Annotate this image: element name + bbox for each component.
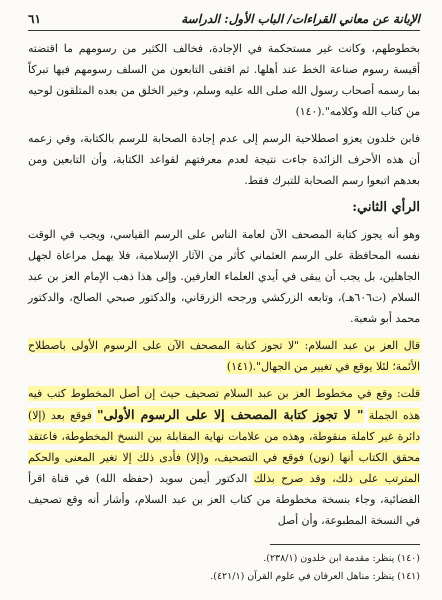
footnote-separator [270,544,420,545]
highlighted-analysis-continued: فوقع بعد (إلا) دائرة غير كاملة منقوطة، وهذه من علامات نهاية المقابلة بين النسخ المخطوطة، فاعتقد محقق الكتاب أنها (نون) فوقع في التصحيف، و(إلا) فأدى ذلك إلا تغير المعنى والحكم المترتب على ذلك، وقد صرح بذلك [28,409,420,485]
footnote-141: (١٤١) ينظر: مناهل العرفان في علوم القرآن (٤٢١/١). [210,571,420,582]
paragraph-ibn-khaldun-quote: بخطوطهم، وكانت غير مستحكمة في الإجادة، فخالف الكثير من رسومهم ما اقتضته أقيسة رسوم صناعة الخط عند أهلها. ثم اقتفى التابعون من السلف رسومهم فيها تبركاً بما رسمه أصحاب رسول الله صلى الله عليه وسلم، وخير الخلق من بعده المتلقون لوحيه من كتاب الله وكلامه".(١٤٠) [28,42,420,118]
page-body [28,38,420,537]
highlighted-emphasis: " لا تجوز كتابة المصحف إلا على الرسوم الأولى" [97,407,364,422]
analysis-continued: الدكتور أيمن سويد (حفظه الله) في قناة اقرأ الفضائية، وجاء بنسخة مخطوطة من كتاب العز بن عبد السلام، وأشار أنه وقع تصحيف في النسخة المطبوعة، وأن أصل [28,472,420,527]
footnote-140: (١٤٠) ينظر: مقدمة ابن خلدون (٢٣٨/١). [263,553,420,564]
paragraph-ibn-khaldun-commentary: فابن خلدون يعزو اصطلاحية الرسم إلى عدم إجادة الصحابة للرسم بالكتابة، وفي زعمه أن هذه الأحرف الزائدة جاءت نتيجة لعدم معرفتهم لقواعد الكتابة، وأن التابعين ومن بعدهم اتبعوا رسم الصحابة للتبرك فقط. [28,132,420,187]
paragraph-second-opinion: وهو أنه يجوز كتابة المصحف الآن لعامة الناس على الرسم القياسي، ويجب في الوقت نفسه المحافظة على الرسم العثماني كأثر من الآثار الإسلامية، فلا يهمل مراعاة لجهل الجاهلين، بل يجب أن يبقى في أيدي العلماء العارفين. وإلى هذا ذهب الإمام العز بن عبد السلام (ت٦٠٦هـ)، وتابعه الزركشي ورجحه الزرقاني، والدكتور صبحي الصالح، والدكتور محمد أبو شعبة. [28,228,420,325]
highlighted-quote: قال العز بن عبد السلام: "لا تجوز كتابة المصحف الآن على الرسوم الأولى باصطلاح الأئمة؛ لئلا يوقع في تغيير من الجهال".(١٤١) [28,339,420,373]
section-heading: الرأي الثاني: [352,200,420,215]
highlighted-analysis-start: قلت: وقع في مخطوط العز بن عبد السلام تصحيف حيث إن أصل المخطوط كتب فيه هذه الجملة [28,387,420,422]
paragraph-analysis [28,383,420,531]
page-number: ٦١ [28,12,41,26]
header-title: الإبانة عن معاني القراءات/ الباب الأول: الدراسة [181,12,420,26]
running-header [28,8,420,31]
paragraph-izz-quote [28,335,420,377]
footnotes [28,550,420,586]
